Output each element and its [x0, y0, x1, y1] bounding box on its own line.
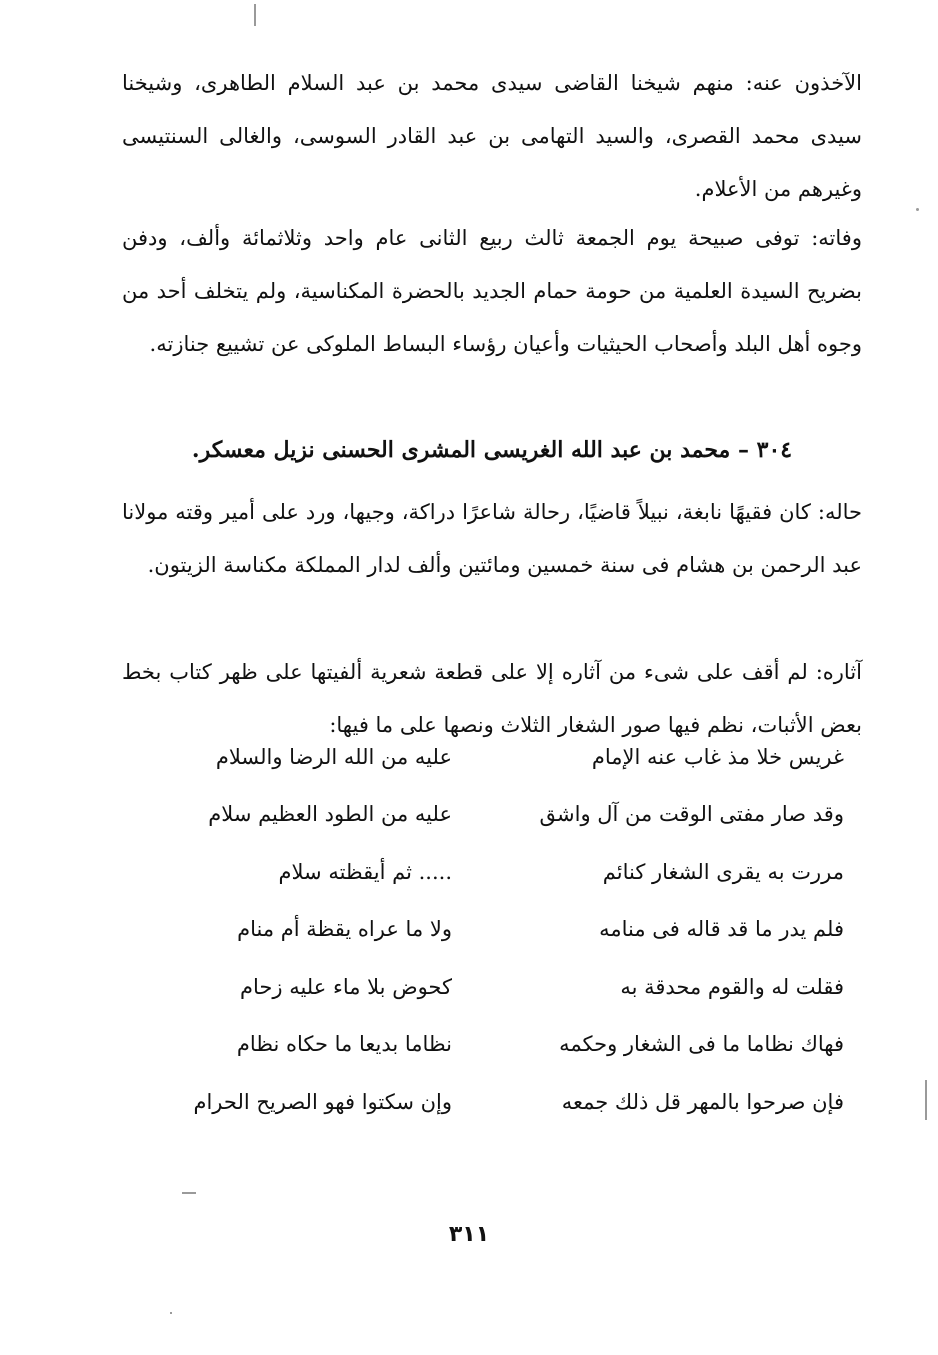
poem-hemistich-second: نظاما بديعا ما حكاه نظام: [236, 1032, 452, 1057]
poem-hemistich-second: كحوض بلا ماء عليه زحام: [240, 974, 452, 999]
scan-artifact-dot: [182, 1192, 196, 1194]
poem-hemistich-first: وقد صار مفتى الوقت من آل واشق: [539, 802, 844, 827]
paragraph-students: [122, 57, 862, 216]
poem-verse: [122, 901, 862, 959]
scan-artifact-dot: [170, 1312, 172, 1314]
paragraph-students-text: الآخذون عنه: منهم شيخنا القاضى سيدى محمد بن عبد السلام الطاهرى، وشيخنا سيدى محمد القصرى، والسيد التهامى بن عبد القادر السوسى، والغالى السنتيسى وغيرهم من الأعلام.: [122, 71, 862, 201]
poem-hemistich-second: عليه من الطود العظيم سلام: [208, 802, 452, 827]
poem: [122, 728, 862, 1131]
poem-hemistich-second: ..... ثم أيقظته سلام: [278, 859, 452, 884]
paragraph-works-text: آثاره: لم أقف على شىء من آثاره إلا على قطعة شعرية ألفيتها على ظهر كتاب بخط بعض الأثبات، نظم فيها صور الشغار الثلاث ونصها على ما فيها:: [122, 660, 862, 737]
poem-verse: [122, 786, 862, 844]
paragraph-death-text: وفاته: توفى صبيحة يوم الجمعة ثالث ربيع الثانى عام واحد وثلاثمائة وألف، ودفن بضريح السيدة العلمية من حومة حمام الجديد بالحضرة المكناسية، ولم يتخلف أحد من وجوه أهل البلد وأصحاب الحيثيات وأعيان رؤساء البساط الملوكى عن تشييع جنازته.: [122, 226, 862, 356]
poem-hemistich-first: فإن صرحوا بالمهر قل ذلك جمعه: [561, 1089, 844, 1114]
paragraph-status-text: حاله: كان فقيهًا نابغة، نبيلاً قاضيًا، رحالة شاعرًا دراكة، وجيها، ورد على أمير وقته مولانا عبد الرحمن بن هشام فى سنة خمسين ومائتين وألف لدار المملكة مكناسة الزيتون.: [122, 500, 862, 577]
poem-hemistich-first: مررت به يقرى الشغار كنائم: [602, 859, 844, 884]
page-number: ٣١١: [448, 1222, 490, 1247]
poem-hemistich-second: عليه من الله الرضا والسلام: [215, 744, 452, 769]
scan-artifact-dot: [916, 208, 919, 211]
poem-verse: [122, 728, 862, 786]
poem-verse: [122, 843, 862, 901]
poem-verse: [122, 1073, 862, 1131]
poem-hemistich-first: فلم يدر ما قد قاله فى منامه: [599, 917, 844, 942]
poem-verse: [122, 1016, 862, 1074]
paragraph-death: [122, 212, 862, 371]
poem-verse: [122, 958, 862, 1016]
poem-hemistich-second: ولا ما عراه يقظة أم منام: [237, 917, 452, 942]
biography-heading: ٣٠٤ – محمد بن عبد الله الغريسى المشرى الحسنى نزيل معسكر.: [191, 437, 793, 463]
poem-hemistich-second: وإن سكتوا فهو الصريح الحرام: [193, 1089, 452, 1114]
scan-artifact-line: [254, 4, 256, 26]
paragraph-status: [122, 486, 862, 592]
poem-hemistich-first: فهاك نظاما ما فى الشغار وحكمه: [559, 1032, 844, 1057]
poem-hemistich-first: غريس خلا مذ غاب عنه الإمام: [591, 744, 844, 769]
scan-artifact-line: [925, 1080, 927, 1120]
poem-hemistich-first: فقلت له والقوم محدقة به: [620, 974, 844, 999]
